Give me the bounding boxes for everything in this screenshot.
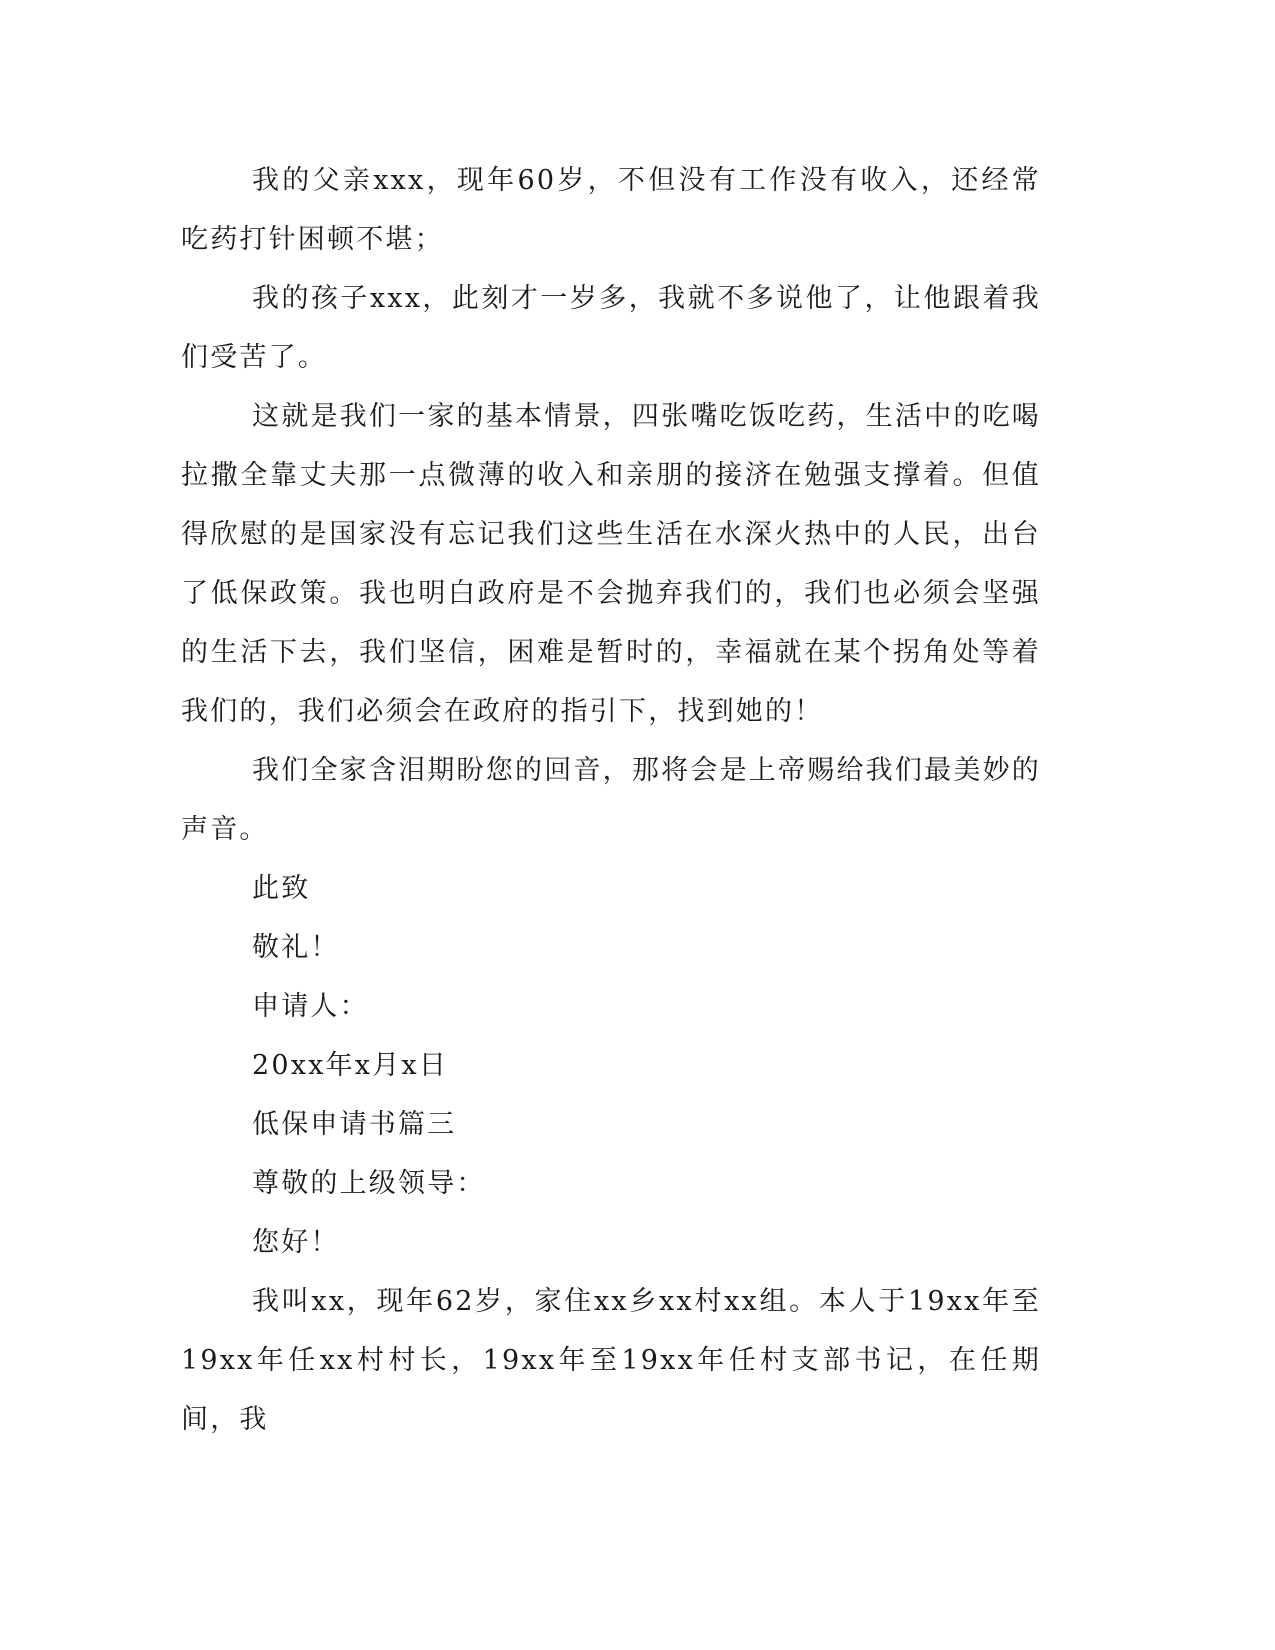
paragraph-father: 我的父亲xxx，现年60岁，不但没有工作没有收入，还经常吃药打针困顿不堪； <box>181 165 1041 255</box>
greeting-hello: 您好！ <box>252 1227 340 1258</box>
applicant-label: 申请人： <box>252 991 369 1022</box>
paragraph-family-situation: 这就是我们一家的基本情景，四张嘴吃饭吃药，生活中的吃喝拉撒全靠丈夫那一点微薄的收入和亲朋的接济在勉强支撑着。但值得欣慰的是国家没有忘记我们这些生活在水深火热中的人民，出台了低保政策。我也明白政府是不会抛弃我们的，我们也必须会坚强的生活下去，我们坚信，困难是暂时的，幸福就在某个拐角处等着我们的，我们必须会在政府的指引下，找到她的！ <box>181 401 1041 727</box>
paragraph-await-reply: 我们全家含泪期盼您的回音，那将会是上帝赐给我们最美妙的声音。 <box>181 755 1041 845</box>
paragraph-self-intro: 我叫xx，现年62岁，家住xx乡xx村xx组。本人于19xx年至19xx年任xx村村长，19xx年至19xx年任村支部书记，在任期间，我 <box>181 1286 1041 1435</box>
greeting-recipient: 尊敬的上级领导： <box>252 1168 486 1199</box>
paragraph-child: 我的孩子xxx，此刻才一岁多，我就不多说他了，让他跟着我们受苦了。 <box>181 283 1041 373</box>
closing-salutation: 此致 <box>252 873 311 904</box>
closing-regards: 敬礼！ <box>252 932 340 963</box>
document-page <box>181 151 1041 1449</box>
date-line: 20xx年x月x日 <box>252 1050 449 1081</box>
section-title: 低保申请书篇三 <box>252 1109 457 1140</box>
